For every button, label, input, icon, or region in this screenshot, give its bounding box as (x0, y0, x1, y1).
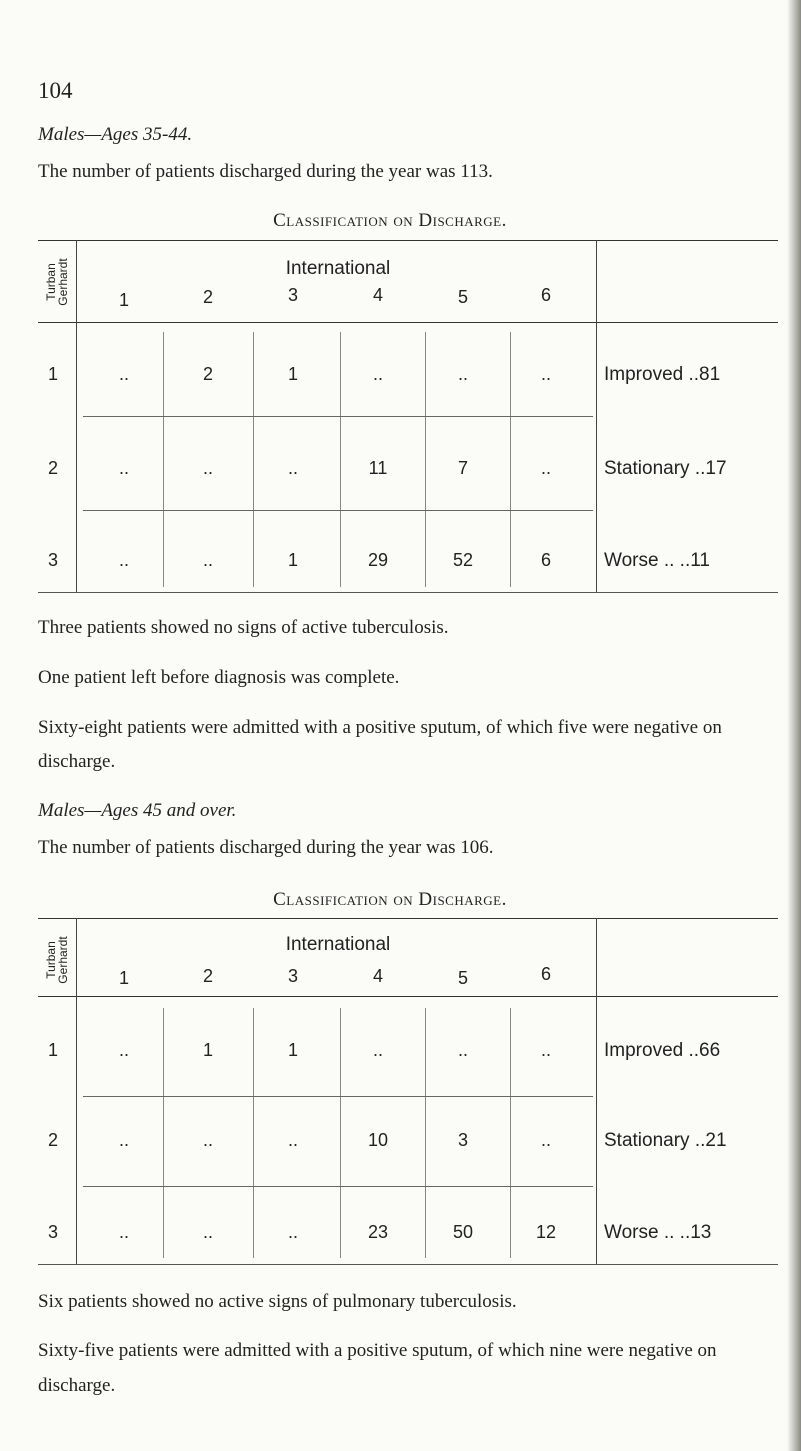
col-header-2: 2 (202, 966, 213, 986)
table-cell: 52 (452, 550, 474, 570)
table-cell: .. (287, 1130, 298, 1150)
col-header-6: 6 (540, 964, 551, 984)
table-cell: .. (540, 1040, 551, 1060)
outcome-improved: Improved ..66 (604, 1040, 721, 1061)
classification-caption: Classification on Discharge. (273, 889, 507, 910)
outcome-stationary: Stationary ..21 (604, 1130, 727, 1151)
col-header-5: 5 (457, 968, 468, 988)
row-label-2: 2 (47, 1130, 58, 1150)
note-paragraph: One patient left before diagnosis was complete. (38, 667, 400, 688)
col-header-4: 4 (372, 285, 383, 305)
table-cell: 1 (202, 1040, 213, 1060)
outcome-worse: Worse .. ..13 (604, 1222, 712, 1243)
table-cell: 6 (540, 550, 551, 570)
note-paragraph: Three patients showed no signs of active tuberculosis. (38, 617, 449, 638)
row-label-3: 3 (47, 1222, 58, 1242)
table-cell: .. (118, 458, 129, 478)
page-number: 104 (38, 78, 73, 103)
discharged-count-text: The number of patients discharged during the year was 113. (38, 161, 493, 182)
col-header-1: 1 (118, 290, 129, 310)
table-cell: .. (118, 1222, 129, 1242)
col-header-6: 6 (540, 285, 551, 305)
table-cell: 1 (287, 550, 298, 570)
table-cell: .. (372, 364, 383, 384)
table-cell: 12 (535, 1222, 557, 1242)
table-cell: 23 (367, 1222, 389, 1242)
table-cell: 1 (287, 1040, 298, 1060)
discharged-count-text: The number of patients discharged during the year was 106. (38, 837, 494, 858)
page-edge (787, 0, 801, 1451)
table-cell: 29 (367, 550, 389, 570)
table-cell: .. (540, 364, 551, 384)
table-cell: .. (118, 1040, 129, 1060)
international-header: International (285, 934, 391, 955)
table-cell: 3 (457, 1130, 468, 1150)
row-label-1: 1 (47, 1040, 58, 1060)
turban-gerhardt-label: Turban Gerhardt (44, 258, 70, 306)
table-cell: .. (457, 364, 468, 384)
section-heading-35-44: Males—Ages 35-44. (38, 124, 193, 145)
table-cell: 1 (287, 364, 298, 384)
table-cell: .. (202, 1130, 213, 1150)
table-cell: .. (118, 1130, 129, 1150)
outcome-stationary: Stationary ..17 (604, 458, 727, 479)
table-cell: 10 (367, 1130, 389, 1150)
table-cell: .. (118, 550, 129, 570)
col-header-2: 2 (202, 287, 213, 307)
outcome-improved: Improved ..81 (604, 364, 721, 385)
table-cell: .. (287, 1222, 298, 1242)
classification-table-35-44 (38, 240, 778, 571)
note-paragraph: Sixty-five patients were admitted with a positive sputum, of which nine were negative on discharge. (38, 1340, 717, 1396)
international-header: International (285, 258, 391, 279)
note-paragraph: Six patients showed no active signs of pulmonary tuberculosis. (38, 1291, 517, 1312)
table-cell: .. (540, 1130, 551, 1150)
col-header-3: 3 (287, 966, 298, 986)
col-header-3: 3 (287, 285, 298, 305)
table-cell: .. (457, 1040, 468, 1060)
table-cell: 2 (202, 364, 213, 384)
table-cell: .. (540, 458, 551, 478)
table-cell: 7 (457, 458, 468, 478)
classification-caption: Classification on Discharge. (273, 210, 507, 231)
row-label-1: 1 (47, 364, 58, 384)
table-cell: 11 (368, 458, 388, 478)
table-cell: .. (372, 1040, 383, 1060)
row-label-3: 3 (47, 550, 58, 570)
note-paragraph: Sixty-eight patients were admitted with a positive sputum, of which five were negative on discharge. (38, 717, 722, 772)
table-cell: 50 (452, 1222, 474, 1242)
col-header-5: 5 (457, 287, 468, 307)
col-header-4: 4 (372, 966, 383, 986)
table-cell: .. (202, 1222, 213, 1242)
table-cell: .. (202, 458, 213, 478)
turban-gerhardt-label: Turban Gerhardt (44, 936, 70, 984)
row-label-2: 2 (47, 458, 58, 478)
table-cell: .. (287, 458, 298, 478)
table-cell: .. (202, 550, 213, 570)
classification-table-45-over (38, 918, 778, 1278)
table-cell: .. (118, 364, 129, 384)
col-header-1: 1 (118, 968, 129, 988)
outcome-worse: Worse .. ..11 (604, 550, 710, 571)
section-heading-45-over: Males—Ages 45 and over. (38, 800, 237, 821)
